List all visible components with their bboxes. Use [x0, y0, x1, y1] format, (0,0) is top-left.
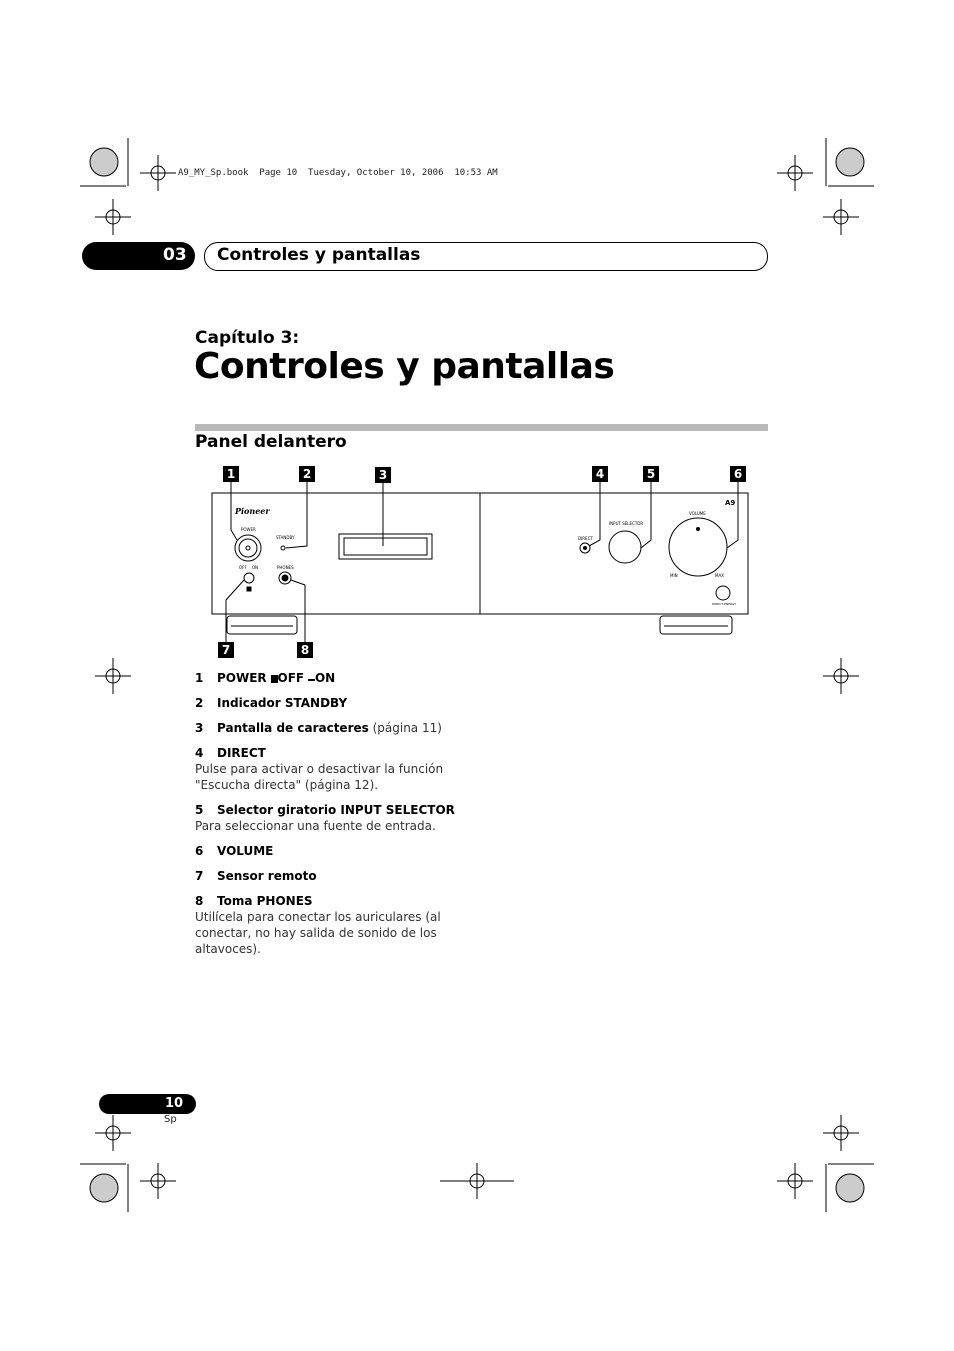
callout-1: 1: [223, 466, 239, 482]
item-page-ref: (página 11): [368, 721, 442, 735]
list-item: [195, 802, 455, 834]
item-label: Selector giratorio INPUT SELECTOR: [217, 803, 455, 817]
callout-5: 5: [643, 466, 659, 482]
item-number: 6: [195, 844, 204, 858]
item-description: Utilícela para conectar los auriculares (al conectar, no hay salida de sonido de los altavoces).: [195, 910, 441, 956]
section-title: Panel delantero: [195, 432, 347, 452]
page-number: 10: [165, 1096, 184, 1111]
chapter-number-tab: [82, 242, 195, 270]
amplifier-front-panel: [195, 460, 768, 665]
item-label-off: OFF: [277, 671, 305, 685]
volume-max-label: MAX: [715, 573, 724, 578]
item-label: Sensor remoto: [217, 869, 317, 883]
callout-3: 3: [375, 467, 391, 483]
direct-label: DIRECT: [578, 536, 593, 541]
list-item: [195, 670, 455, 686]
callout-8: 8: [297, 642, 313, 658]
item-label: Indicador STANDBY: [217, 696, 348, 710]
item-description: Para seleccionar una fuente de entrada.: [195, 819, 436, 833]
chapter-label: Capítulo 3:: [195, 328, 300, 348]
item-label: VOLUME: [217, 844, 274, 858]
item-number: 4: [195, 746, 204, 760]
page-title: Controles y pantallas: [194, 346, 615, 387]
control-list: [195, 670, 455, 966]
item-label: DIRECT: [217, 746, 266, 760]
list-item: [195, 868, 455, 884]
chapter-number: 03: [163, 245, 187, 265]
item-number: 1: [195, 671, 204, 685]
front-panel-figure: [195, 460, 768, 665]
callout-6: 6: [730, 466, 746, 482]
item-label: POWER: [217, 671, 267, 685]
item-number: 2: [195, 696, 204, 710]
list-item: [195, 893, 455, 957]
callout-2: 2: [299, 466, 315, 482]
page-number-tab: [99, 1094, 196, 1114]
page-language: Sp: [164, 1114, 177, 1125]
item-number: 5: [195, 803, 204, 817]
volume-min-label: MIN: [670, 573, 678, 578]
item-description: Pulse para activar o desactivar la función "Escucha directa" (página 12).: [195, 762, 444, 792]
model-label: A9: [725, 499, 736, 507]
item-label: Pantalla de caracteres: [217, 721, 369, 735]
item-number: 8: [195, 894, 204, 908]
item-label-on: ON: [314, 671, 336, 685]
chapter-tab-title: Controles y pantallas: [217, 245, 421, 265]
book-header: A9_MY_Sp.book Page 10 Tuesday, October 10, 2006 10:53 AM: [178, 168, 498, 178]
item-number: 3: [195, 721, 204, 735]
button-released-icon: [308, 679, 315, 681]
list-item: [195, 695, 455, 711]
standby-label: STANDBY: [276, 535, 295, 540]
volume-label: VOLUME: [689, 511, 706, 516]
item-label: Toma PHONES: [217, 894, 313, 908]
callout-7: 7: [218, 642, 234, 658]
phones-label: PHONES: [277, 565, 294, 570]
power-label: POWER: [241, 527, 256, 532]
logo-caption: DIRECT ENERGY: [712, 602, 737, 606]
section-divider: [195, 424, 768, 431]
callout-4: 4: [592, 466, 608, 482]
list-item: [195, 843, 455, 859]
list-item: [195, 745, 455, 793]
chapter-title-tab: [204, 242, 768, 271]
off-on-label: OFF ON: [239, 565, 258, 570]
input-selector-label: INPUT SELECTOR: [609, 521, 644, 526]
brand-logo: Pioneer: [235, 506, 270, 516]
list-item: [195, 720, 455, 736]
button-depressed-icon: [271, 675, 278, 683]
item-number: 7: [195, 869, 204, 883]
